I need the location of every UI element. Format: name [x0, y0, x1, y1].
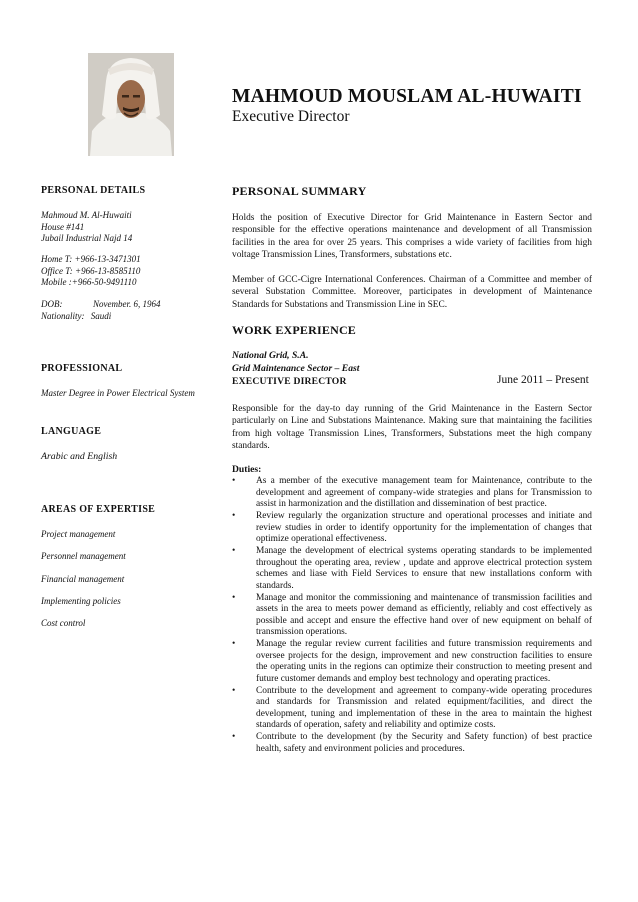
bullet-icon: • — [232, 685, 236, 696]
bullet-icon: • — [232, 476, 236, 486]
phone-block — [41, 254, 141, 289]
expertise-item: Financial management — [41, 574, 125, 584]
bullet-icon: • — [232, 592, 236, 603]
expertise-item: Implementing policies — [41, 596, 121, 606]
profile-photo — [88, 53, 174, 156]
job-role: EXECUTIVE DIRECTOR — [232, 376, 347, 387]
company-name: National Grid, S.A. — [232, 350, 309, 361]
experience-heading: WORK EXPERIENCE — [232, 323, 357, 337]
person-name: MAHMOUD MOUSLAM AL-HUWAITI — [232, 86, 582, 107]
summary-heading: PERSONAL SUMMARY — [232, 184, 367, 198]
profile-photo-image — [88, 53, 174, 156]
duty-item: • Contribute to the development and agreement to company-wide operating procedures and standards for Transmission and related equipment/facilities, and direct the development, tuning and implementation of these in the area to maintain the highest standards of operation, safety and reliability and optimize costs. — [232, 685, 592, 730]
bullet-icon: • — [232, 639, 236, 649]
bullet-icon: • — [232, 732, 236, 742]
nationality-row — [41, 311, 111, 323]
duties-label: Duties: — [232, 464, 262, 475]
duty-item: • Manage the regular review current facilities and future transmission requirements and oversee projects for the design, improvement and new construction facilities to ensure the operating units in the regions can optimize their construction to meeting present and future customer demands and employ best technology and operating practices. — [232, 639, 592, 684]
nationality-label: Nationality: — [41, 311, 85, 321]
expertise-item: Cost control — [41, 618, 86, 628]
expertise-item: Project management — [41, 529, 116, 539]
division-name: Grid Maintenance Sector – East — [232, 363, 360, 374]
phone-line: Mobile :+966-50-9491110 — [41, 277, 137, 287]
duty-item: • Manage and monitor the commissioning and maintenance of transmission facilities and assets in the area to meets power demand as efficiently, reliably and cost effectively as possible and accept and ensure the effective hand over of new equipment on behalf of transmission operations. — [232, 592, 592, 637]
professional-heading: PROFESSIONAL — [41, 363, 123, 374]
duty-item: • As a member of the executive management team for Maintenance, contribute to the development and agreement of company-wide strategies and plans for Transmission to assist in harmonization and the distillation and dissemination of best practice. — [232, 476, 592, 509]
address-block — [41, 210, 132, 245]
duty-item: • Review regularly the organization structure and operational processes and initiate and review studies in order to identify opportunity for the implementation of changes that optimize operational effectiveness. — [232, 511, 592, 544]
personal-details-heading: PERSONAL DETAILS — [41, 185, 146, 196]
dob-label: DOB: — [41, 299, 63, 309]
summary-paragraph-1: Holds the position of Executive Director for Grid Maintenance in Eastern Sector and responsible for the effective operations maintenance and development of all Transmission facilities in the area for over 25 years. This comprises a wide variety of facilities from high voltage Transmission Lines, Transformers, substations etc. — [232, 213, 592, 261]
expertise-heading: AREAS OF EXPERTISE — [41, 504, 156, 515]
person-title: Executive Director — [232, 108, 350, 125]
dob-value: November. 6, 1964 — [93, 299, 161, 309]
expertise-item: Personnel management — [41, 551, 126, 561]
duty-item: • Manage the development of electrical systems operating standards to be implemented throughout the operating area, review , update and approve electrical protection system schemes and liase with Field Services to ensure that new installations conform with standards. — [232, 546, 592, 591]
nationality-value: Saudi — [90, 311, 112, 321]
job-description: Responsible for the day-to day running of the Grid Maintenance in the Eastern Sector particularly on Line and Substations Maintenance. Making sure that maintaining the facilities from high voltage Transmission Lines, Transformers, Substations meet the high company standards. — [232, 404, 592, 452]
bullet-icon: • — [232, 511, 236, 521]
address-line: Jubail Industrial Najd 14 — [41, 233, 133, 243]
job-dates: June 2011 – Present — [497, 374, 589, 386]
address-line: Mahmoud M. Al-Huwaiti — [41, 210, 132, 220]
dob-row — [41, 299, 161, 311]
summary-paragraph-2: Member of GCC-Cigre International Conferences. Chairman of a Committee and member of several Substation Committee. Moreover, participates in development of Maintenance Standards for Substations and Transmission Line in SEC. — [232, 275, 592, 310]
phone-line: Home T: +966-13-3471301 — [41, 254, 141, 264]
duty-item: • Contribute to the development (by the Security and Safety function) of best practice health, safety and environment policies and procedures. — [232, 732, 592, 754]
professional-text: Master Degree in Power Electrical System — [41, 388, 195, 398]
address-line: House #141 — [41, 221, 85, 232]
language-text: Arabic and English — [41, 451, 118, 462]
language-heading: LANGUAGE — [41, 426, 102, 437]
duties-list — [232, 476, 592, 756]
phone-line: Office T: +966-13-8585110 — [41, 265, 141, 276]
bullet-icon: • — [232, 546, 236, 556]
